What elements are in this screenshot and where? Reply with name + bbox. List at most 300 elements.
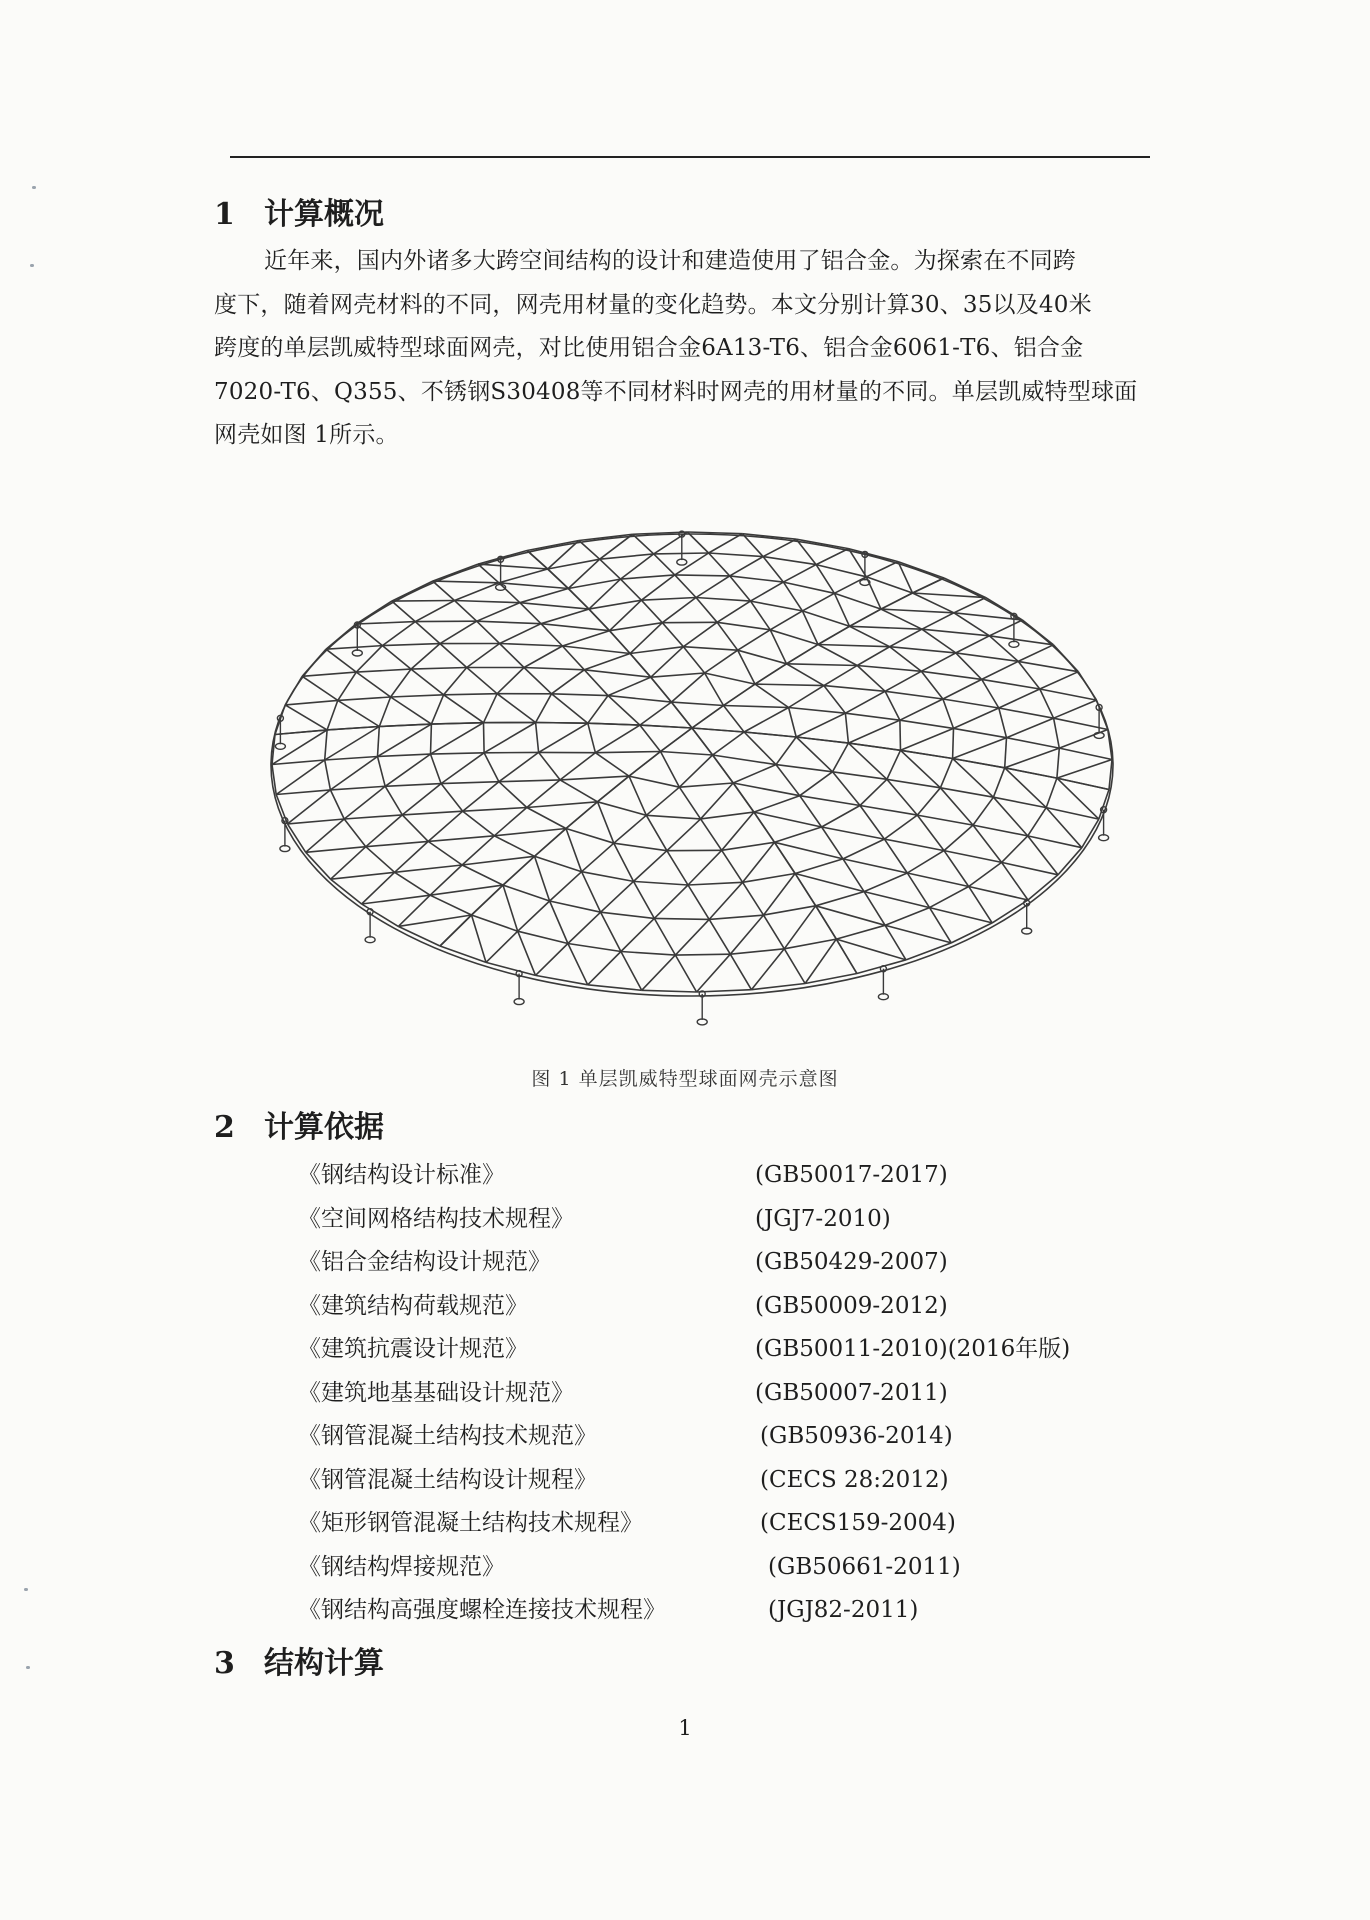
reference-item bbox=[0, 1460, 1370, 1500]
figure-caption: 图 1 单层凯威特型球面网壳示意图 bbox=[531, 1068, 839, 1090]
radial-member bbox=[864, 892, 929, 908]
paragraph-line: 跨度的单层凯威特型球面网壳，对比使用铝合金6A13-T6、铝合金6061-T6、铝合金 bbox=[214, 335, 1084, 361]
reference-title: 《钢结构焊接规范》 bbox=[298, 1553, 505, 1580]
ring-member bbox=[630, 647, 683, 654]
diagonal-member bbox=[325, 757, 378, 761]
ring-member bbox=[850, 626, 890, 646]
diagonal-member bbox=[330, 786, 385, 790]
radial-member bbox=[661, 728, 693, 752]
diagonal-member bbox=[395, 865, 463, 872]
ring-member bbox=[999, 708, 1007, 738]
diagonal-member bbox=[956, 653, 1018, 662]
ring-member bbox=[398, 926, 440, 946]
radial-member bbox=[608, 696, 671, 703]
header-rule bbox=[230, 156, 1150, 158]
ring-member bbox=[1002, 836, 1028, 863]
radial-member bbox=[330, 757, 377, 790]
ring-member bbox=[887, 750, 901, 779]
reference-code: (GB50661-2011) bbox=[768, 1553, 961, 1580]
diagonal-member bbox=[477, 621, 500, 643]
radial-member bbox=[629, 752, 661, 777]
diagonal-member bbox=[366, 841, 428, 846]
radial-member bbox=[982, 661, 1019, 679]
radial-member bbox=[770, 630, 786, 664]
diagonal-member bbox=[866, 562, 898, 577]
radial-member bbox=[444, 694, 498, 695]
radial-member bbox=[621, 952, 642, 991]
diagonal-member bbox=[921, 671, 981, 679]
radial-member bbox=[744, 708, 789, 733]
diagonal-member bbox=[467, 668, 497, 694]
section-number: 3 bbox=[214, 1646, 235, 1681]
support-node bbox=[677, 531, 687, 565]
ring-member bbox=[588, 723, 596, 753]
radial-member bbox=[913, 578, 945, 593]
radial-member bbox=[484, 723, 535, 753]
radial-member bbox=[640, 725, 692, 728]
diagonal-member bbox=[999, 708, 1054, 718]
reference-title: 《建筑结构荷载规范》 bbox=[298, 1292, 528, 1319]
reference-title: 《空间网格结构技术规程》 bbox=[298, 1205, 574, 1232]
ring-member bbox=[973, 797, 993, 825]
reference-code: (GB50017-2017) bbox=[755, 1162, 948, 1188]
diagonal-member bbox=[845, 713, 900, 720]
radial-member bbox=[630, 654, 651, 678]
radial-member bbox=[402, 784, 441, 815]
radial-member bbox=[431, 723, 483, 724]
radial-member bbox=[276, 760, 325, 795]
ring-member bbox=[730, 949, 784, 954]
radial-member bbox=[356, 622, 415, 624]
diagonal-member bbox=[621, 554, 654, 579]
diagonal-member bbox=[697, 954, 731, 992]
reference-item bbox=[0, 1373, 1370, 1413]
radial-member bbox=[989, 620, 1022, 636]
diagonal-member bbox=[428, 836, 494, 842]
diagonal-member bbox=[560, 776, 629, 780]
diagonal-member bbox=[692, 728, 744, 732]
radial-member bbox=[598, 776, 630, 802]
diagonal-member bbox=[392, 601, 416, 622]
diagonal-member bbox=[717, 601, 750, 622]
ring-member bbox=[1046, 778, 1057, 808]
diagonal-member bbox=[497, 694, 535, 723]
diagonal-member bbox=[536, 944, 568, 976]
ring-member bbox=[527, 541, 579, 551]
ring-member bbox=[709, 553, 764, 557]
diagonal-member bbox=[709, 534, 743, 553]
ring-member bbox=[378, 757, 386, 787]
radial-member bbox=[687, 532, 708, 553]
diagonal-member bbox=[608, 696, 640, 726]
diagonal-member bbox=[276, 790, 330, 795]
ring-member bbox=[500, 624, 541, 644]
ring-member bbox=[433, 564, 478, 581]
reference-item bbox=[0, 1547, 1370, 1587]
diagonal-member bbox=[433, 581, 455, 600]
radial-member bbox=[524, 668, 584, 670]
diagonal-member bbox=[541, 624, 562, 646]
ring-member bbox=[431, 754, 442, 784]
radial-member bbox=[1054, 700, 1097, 718]
paragraph-line: 7020-T6、Q355、不锈钢S30408等不同材料时网壳的用材量的不同。单层凯威特型球面 bbox=[214, 378, 1138, 405]
ring-member bbox=[776, 737, 796, 765]
ring-member bbox=[560, 780, 597, 802]
ring-member bbox=[789, 708, 797, 738]
radial-member bbox=[595, 725, 640, 753]
ring-member bbox=[651, 673, 705, 677]
ring-member bbox=[696, 598, 751, 602]
diagonal-member bbox=[662, 598, 696, 623]
radial-member bbox=[566, 802, 598, 829]
diagonal-member bbox=[1040, 689, 1097, 700]
ring-member bbox=[629, 776, 679, 787]
radial-member bbox=[431, 723, 484, 754]
radial-member bbox=[900, 699, 943, 720]
radial-member bbox=[362, 872, 395, 904]
diagonal-member bbox=[833, 772, 861, 806]
reference-code: (JGJ82-2011) bbox=[768, 1597, 919, 1623]
ring-member bbox=[784, 939, 836, 949]
scan-speck bbox=[26, 1666, 30, 1669]
radial-member bbox=[921, 653, 956, 671]
radial-member bbox=[288, 790, 331, 824]
ring-member bbox=[477, 603, 520, 622]
radial-member bbox=[824, 666, 857, 686]
ring-member bbox=[642, 990, 697, 992]
ring-member bbox=[378, 727, 380, 757]
ring-member bbox=[382, 622, 415, 646]
ring-member bbox=[600, 554, 654, 559]
ring-member bbox=[601, 912, 655, 918]
radial-member bbox=[478, 564, 548, 569]
diagonal-member bbox=[887, 779, 917, 815]
diagonal-member bbox=[1057, 778, 1099, 819]
radial-member bbox=[548, 569, 569, 589]
reference-code: (JGJ7-2010) bbox=[755, 1205, 891, 1232]
diagonal-member bbox=[306, 847, 366, 853]
radial-member bbox=[621, 579, 642, 600]
reference-code: (GB50007-2011) bbox=[755, 1379, 948, 1406]
diagonal-member bbox=[816, 549, 848, 565]
radial-member bbox=[494, 808, 527, 836]
ring-member bbox=[306, 852, 331, 879]
ring-member bbox=[885, 691, 900, 720]
kiewitt-dome-figure bbox=[258, 500, 1126, 1040]
radial-member bbox=[833, 772, 887, 780]
support-node bbox=[365, 909, 375, 943]
ring-member bbox=[730, 576, 784, 582]
radial-member bbox=[601, 912, 621, 951]
radial-member bbox=[717, 622, 738, 650]
diagonal-member bbox=[730, 915, 763, 954]
section-number: 2 bbox=[214, 1110, 235, 1145]
ring-member bbox=[705, 673, 755, 684]
radial-member bbox=[500, 644, 563, 647]
diagonal-member bbox=[524, 668, 552, 694]
ring-member bbox=[472, 915, 518, 931]
radial-member bbox=[884, 839, 944, 851]
radial-member bbox=[275, 730, 327, 735]
diagonal-member bbox=[744, 732, 796, 737]
radial-member bbox=[789, 686, 824, 708]
diagonal-member bbox=[787, 664, 858, 666]
support-node bbox=[1022, 900, 1032, 934]
ring-member bbox=[864, 873, 907, 892]
ring-member bbox=[584, 654, 630, 670]
radial-member bbox=[667, 851, 688, 885]
radial-member bbox=[730, 954, 751, 990]
diagonal-member bbox=[641, 575, 674, 600]
radial-member bbox=[331, 847, 366, 880]
reference-item bbox=[0, 1503, 1370, 1543]
diagonal-member bbox=[1007, 738, 1060, 748]
radial-member bbox=[503, 856, 535, 885]
reference-item bbox=[0, 1329, 1370, 1369]
ring-member bbox=[550, 901, 601, 912]
diagonal-member bbox=[667, 819, 701, 851]
diagonal-member bbox=[527, 802, 598, 808]
radial-member bbox=[535, 856, 550, 901]
diagonal-member bbox=[584, 670, 608, 696]
diagonal-member bbox=[776, 765, 800, 796]
radial-member bbox=[1018, 645, 1053, 662]
reference-item bbox=[0, 1199, 1370, 1239]
radial-member bbox=[901, 728, 954, 750]
intro-paragraph bbox=[214, 240, 1184, 458]
ring-member bbox=[431, 724, 432, 754]
diagonal-member bbox=[499, 780, 560, 782]
ring-member bbox=[679, 783, 733, 787]
ring-member bbox=[953, 728, 954, 758]
diagonal-member bbox=[675, 919, 709, 955]
radial-member bbox=[724, 684, 756, 705]
ring-member bbox=[541, 609, 589, 624]
radial-member bbox=[722, 850, 743, 882]
ring-member bbox=[733, 765, 776, 783]
ring-member bbox=[1058, 848, 1082, 875]
radial-member bbox=[675, 955, 696, 992]
ring-member bbox=[921, 671, 943, 699]
reference-title: 《建筑地基基础设计规范》 bbox=[298, 1379, 574, 1406]
ring-member bbox=[430, 895, 471, 915]
ring-member bbox=[683, 647, 737, 651]
ring-member bbox=[356, 601, 392, 624]
radial-member bbox=[733, 783, 800, 796]
reference-title: 《钢结构高强度螺栓连接技术规程》 bbox=[298, 1597, 666, 1623]
reference-item bbox=[0, 1590, 1370, 1630]
diagonal-member bbox=[582, 843, 614, 872]
diagonal-member bbox=[783, 565, 816, 583]
ring-member bbox=[824, 686, 846, 714]
ring-member bbox=[588, 696, 608, 724]
reference-title: 《矩形钢管混凝土结构技术规程》 bbox=[298, 1510, 643, 1536]
ring-member bbox=[327, 700, 338, 730]
radial-member bbox=[709, 919, 730, 954]
ring-member bbox=[467, 644, 500, 668]
radial-member bbox=[614, 843, 634, 881]
radial-member bbox=[764, 915, 785, 949]
radial-member bbox=[541, 624, 610, 631]
radial-member bbox=[787, 645, 819, 664]
ring-member bbox=[1057, 748, 1059, 778]
ring-member bbox=[717, 622, 770, 630]
diagonal-member bbox=[885, 691, 943, 699]
radial-member bbox=[527, 551, 548, 570]
diagonal-member bbox=[391, 697, 432, 724]
ring-member bbox=[330, 790, 344, 819]
ring-member bbox=[499, 782, 527, 808]
section-title: 计算依据 bbox=[264, 1110, 384, 1145]
radial-member bbox=[738, 650, 755, 684]
ring-member bbox=[1005, 738, 1007, 768]
ring-member bbox=[640, 725, 661, 751]
radial-member bbox=[518, 931, 536, 975]
section-title: 结构计算 bbox=[264, 1646, 384, 1681]
ring-member bbox=[366, 847, 395, 873]
ring-member bbox=[800, 772, 833, 796]
diagonal-member bbox=[614, 815, 647, 843]
diagonal-member bbox=[642, 955, 676, 990]
radial-member bbox=[382, 644, 440, 646]
ring-member bbox=[595, 753, 629, 776]
radial-member bbox=[683, 647, 704, 673]
diagonal-member bbox=[763, 539, 796, 556]
radial-member bbox=[843, 859, 907, 873]
paragraph-line: 近年来，国内外诸多大跨空间结构的设计和建造使用了铝合金。为探索在不同跨 bbox=[264, 248, 1076, 274]
radial-member bbox=[411, 668, 467, 670]
ring-member bbox=[520, 589, 568, 603]
ring-member bbox=[535, 856, 582, 871]
diagonal-member bbox=[881, 609, 954, 613]
radial-member bbox=[499, 752, 539, 781]
diagonal-member bbox=[550, 872, 582, 901]
diagonal-member bbox=[568, 912, 601, 943]
radial-member bbox=[610, 631, 631, 654]
radial-member bbox=[433, 581, 499, 583]
radial-member bbox=[641, 600, 662, 623]
ring-member bbox=[675, 954, 730, 955]
diagonal-member bbox=[430, 885, 503, 895]
diagonal-member bbox=[890, 647, 956, 653]
reference-title: 《建筑抗震设计规范》 bbox=[298, 1336, 528, 1362]
reference-code: (GB50009-2012) bbox=[755, 1292, 948, 1319]
ring-member bbox=[362, 904, 399, 926]
ring-member bbox=[713, 732, 745, 755]
radial-member bbox=[754, 812, 822, 827]
diagonal-member bbox=[688, 850, 722, 885]
radial-member bbox=[954, 708, 999, 728]
diagonal-member bbox=[385, 784, 441, 787]
ring-member bbox=[325, 760, 331, 790]
radial-member bbox=[654, 554, 675, 575]
diagonal-member bbox=[751, 949, 784, 990]
ring-member bbox=[722, 842, 775, 850]
diagonal-member bbox=[356, 672, 390, 697]
diagonal-member bbox=[634, 851, 667, 882]
ring-member bbox=[463, 811, 495, 836]
radial-member bbox=[428, 811, 463, 841]
ring-member bbox=[484, 694, 498, 723]
ring-member bbox=[379, 697, 390, 727]
ring-member bbox=[440, 946, 486, 962]
diagonal-member bbox=[696, 576, 730, 598]
radial-member bbox=[713, 755, 734, 783]
ring-member bbox=[527, 808, 566, 829]
ring-member bbox=[455, 583, 499, 601]
ring-member bbox=[930, 887, 969, 908]
diagonal-member bbox=[796, 737, 848, 743]
ring-member bbox=[770, 630, 818, 645]
ring-member bbox=[860, 779, 887, 805]
ring-member bbox=[484, 723, 485, 753]
ring-member bbox=[881, 609, 922, 629]
radial-member bbox=[463, 782, 499, 812]
radial-member bbox=[713, 755, 776, 765]
ring-member bbox=[325, 730, 327, 760]
diagonal-member bbox=[520, 603, 541, 624]
radial-member bbox=[999, 689, 1040, 708]
radial-member bbox=[1007, 718, 1054, 738]
ring-member bbox=[441, 784, 463, 812]
radial-member bbox=[306, 819, 345, 852]
section-title: 计算概况 bbox=[264, 197, 384, 232]
ring-member bbox=[431, 695, 443, 724]
radial-member bbox=[692, 728, 713, 755]
diagonal-member bbox=[1059, 748, 1112, 759]
radial-member bbox=[562, 646, 630, 654]
ring-member bbox=[787, 664, 824, 686]
diagonal-member bbox=[362, 895, 431, 904]
ring-member bbox=[843, 839, 884, 859]
diagonal-member bbox=[462, 856, 534, 865]
support-node bbox=[496, 556, 506, 590]
radial-member bbox=[588, 723, 640, 725]
radial-member bbox=[755, 664, 787, 684]
ring-member bbox=[1028, 808, 1047, 836]
paragraph-line: 网壳如图 1所示。 bbox=[214, 422, 399, 448]
reference-code: (GB50429-2007) bbox=[755, 1249, 948, 1275]
ring-member bbox=[818, 645, 857, 666]
diagonal-member bbox=[588, 952, 621, 985]
radial-member bbox=[860, 806, 917, 816]
scan-speck bbox=[32, 186, 36, 189]
ring-member bbox=[484, 753, 499, 782]
radial-member bbox=[885, 671, 921, 691]
ring-member bbox=[763, 557, 816, 565]
ring-member bbox=[940, 759, 952, 788]
diagonal-member bbox=[601, 881, 634, 912]
ring-member bbox=[671, 702, 723, 705]
radial-member bbox=[392, 601, 455, 602]
radial-member bbox=[776, 765, 833, 772]
ring-member bbox=[885, 908, 929, 926]
diagonal-member bbox=[705, 650, 738, 673]
diagonal-member bbox=[272, 760, 325, 765]
ring-member bbox=[641, 598, 696, 601]
diagonal-member bbox=[850, 626, 922, 629]
ring-member bbox=[634, 881, 689, 885]
radial-member bbox=[818, 626, 850, 644]
radial-member bbox=[692, 706, 724, 729]
ring-member bbox=[992, 900, 1028, 923]
radial-member bbox=[356, 669, 411, 672]
diagonal-member bbox=[789, 708, 846, 714]
ring-member bbox=[640, 702, 672, 725]
ring-member bbox=[518, 931, 568, 943]
radial-member bbox=[566, 829, 582, 872]
radial-member bbox=[344, 786, 385, 819]
